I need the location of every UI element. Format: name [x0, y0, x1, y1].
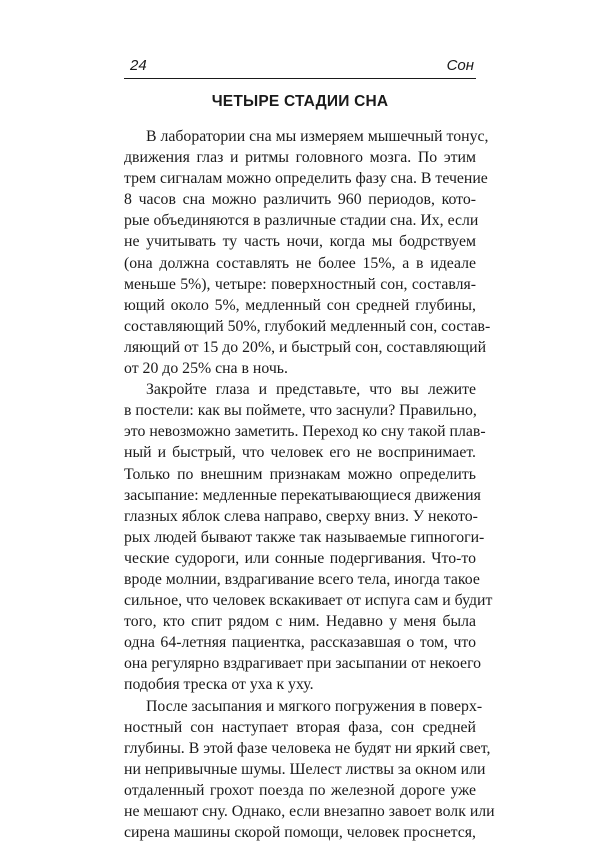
text-line: После засыпания и мягкого погружения в поверх-	[146, 697, 483, 715]
text-line: ни непривычные шумы. Шелест листвы за окном или	[124, 760, 486, 778]
text-line: составляющий 50%, глубокий медленный сон, состав-	[124, 317, 491, 335]
text-line: одна 64-летняя пациентка, рассказавшая о том, что	[124, 634, 476, 652]
running-head	[124, 56, 476, 76]
page-number: 24	[130, 57, 147, 74]
text-line: ный и быстрый, что человек его не воспринимает.	[124, 444, 476, 462]
text-line: сильное, что человек вскакивает от испуга сам и будит	[124, 592, 493, 610]
text-line: В лаборатории сна мы измеряем мышечный тонус,	[146, 128, 489, 145]
chapter-title: ЧЕТЫРЕ СТАДИИ СНА	[211, 93, 389, 110]
text-line: рые объединяются в различные стадии сна. Их, если	[124, 212, 479, 230]
text-line: не учитывать ту часть ночи, когда мы бодрствуем	[124, 233, 476, 251]
text-line: ческие судороги, или сонные подергивания. Что-то	[124, 549, 476, 567]
running-title: Сон	[446, 57, 474, 74]
text-line: ющий около 5%, медленный сон средней глубины,	[124, 296, 476, 314]
text-line: не мешают сну. Однако, если внезапно завоет волк или	[124, 803, 495, 820]
text-line: она регулярно вздрагивает при засыпании от некоего	[124, 655, 482, 673]
paragraph	[124, 126, 491, 379]
text-line: меньше 5%), четыре: поверхностный сон, составля-	[124, 275, 476, 293]
text-line: глубины. В этой фазе человека не будят ни яркий свет,	[124, 739, 491, 757]
header-rule	[124, 78, 476, 79]
paragraph	[124, 696, 495, 843]
text-line: движения глаз и ритмы головного мозга. По этим	[124, 149, 476, 167]
text-line: трем сигналам можно определить фазу сна. В течение	[124, 170, 488, 188]
text-line: 8 часов сна можно различить 960 периодов, кото-	[124, 191, 476, 209]
text-line: рых людей бывают также так называемые гипногоги-	[124, 528, 485, 546]
text-line: подобия треска от уха к уху.	[124, 676, 314, 694]
text-line: в постели: как вы поймете, что заснули? Правильно,	[124, 402, 477, 420]
text-line: ляющий от 15 до 20%, и быстрый сон, составляющий	[124, 338, 487, 356]
text-line: глазных яблок слева направо, сверху вниз. У некото-	[124, 507, 478, 525]
text-line: ностный сон наступает вторая фаза, сон средней	[124, 718, 476, 736]
text-line: от 20 до 25% сна в ночь.	[124, 360, 288, 378]
body-text	[124, 126, 495, 843]
text-line: сирена машины скорой помощи, человек проснется,	[124, 824, 476, 842]
text-line: Закройте глаза и представьте, что вы лежите	[146, 381, 476, 399]
text-line: Только по внешним признакам можно определить	[124, 465, 476, 483]
paragraph	[124, 379, 493, 695]
text-line: отдаленный грохот поезда по железной дороге уже	[124, 781, 476, 799]
text-line: вроде молнии, вздрагивание всего тела, иногда такое	[124, 570, 480, 588]
text-line: (она должна составлять не более 15%, а в идеале	[124, 254, 476, 272]
text-line: засыпание: медленные перекатывающиеся движения	[124, 486, 481, 504]
text-line: это невозможно заметить. Переход ко сну такой плав-	[124, 423, 486, 441]
text-line: того, кто спит рядом с ним. Недавно у меня была	[124, 613, 476, 631]
